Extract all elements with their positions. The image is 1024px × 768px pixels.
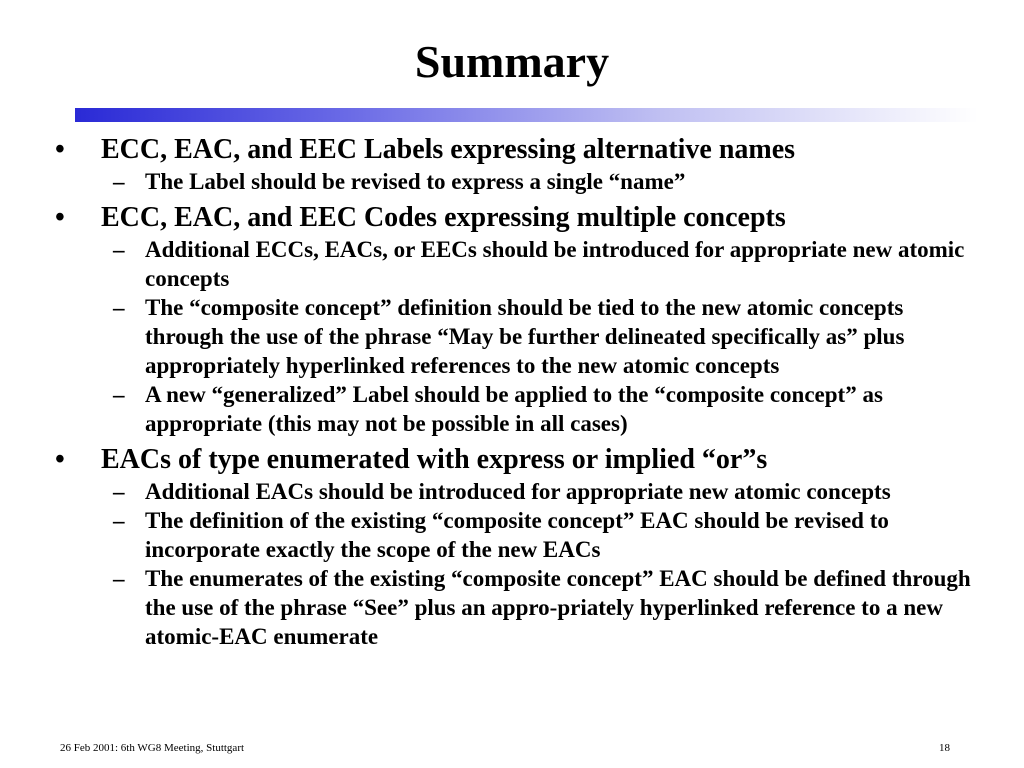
slide-content (55, 131, 975, 651)
sub-bullet-text: The “composite concept” definition should be tied to the new atomic concepts through the use of the phrase “May be further delineated specifically as” plus appropriately hyperlinked references to the new atomic concepts (145, 295, 905, 378)
sub-bullet-item (55, 293, 975, 380)
title-gradient-rule (75, 108, 978, 122)
dash-icon: – (113, 508, 125, 533)
dash-icon: – (113, 295, 125, 320)
bullet-text: ECC, EAC, and EEC Labels expressing alternative names (101, 134, 796, 165)
footer-meeting-info: 26 Feb 2001: 6th WG8 Meeting, Stuttgart (60, 742, 245, 754)
bullet-dot-icon: • (55, 134, 65, 165)
sub-bullet-item (55, 235, 975, 293)
bullet-text: ECC, EAC, and EEC Codes expressing multiple concepts (101, 202, 786, 233)
bullet-item (55, 443, 975, 477)
bullet-dot-icon: • (55, 444, 65, 475)
sub-bullet-item (55, 167, 975, 196)
sub-bullet-text: The definition of the existing “composite concept” EAC should be revised to incorporate exactly the scope of the new EACs (145, 508, 889, 562)
sub-bullet-item (55, 380, 975, 438)
sub-bullet-item (55, 477, 975, 506)
sub-bullet-text: The enumerates of the existing “composite concept” EAC should be defined through the use of the phrase “See” plus an appro-priately hyperlinked reference to a new atomic-EAC enumerate (145, 566, 971, 649)
bullet-item (55, 133, 975, 167)
dash-icon: – (113, 382, 125, 407)
sub-bullet-item (55, 506, 975, 564)
sub-bullet-text: Additional ECCs, EACs, or EECs should be introduced for appropriate new atomic concepts (145, 237, 965, 291)
sub-bullet-text: Additional EACs should be introduced for appropriate new atomic concepts (145, 479, 891, 504)
sub-bullet-item (55, 564, 975, 651)
sub-bullet-text: A new “generalized” Label should be applied to the “composite concept” as appropriate (this may not be possible in all cases) (145, 382, 883, 436)
dash-icon: – (113, 479, 125, 504)
bullet-item (55, 201, 975, 235)
footer-page-number: 18 (939, 742, 950, 754)
bullet-dot-icon: • (55, 202, 65, 233)
dash-icon: – (113, 237, 125, 262)
slide-title: Summary (414, 36, 610, 87)
dash-icon: – (113, 169, 125, 194)
sub-bullet-text: The Label should be revised to express a single “name” (145, 169, 686, 194)
bullet-text: EACs of type enumerated with express or implied “or”s (101, 444, 768, 475)
dash-icon: – (113, 566, 125, 591)
